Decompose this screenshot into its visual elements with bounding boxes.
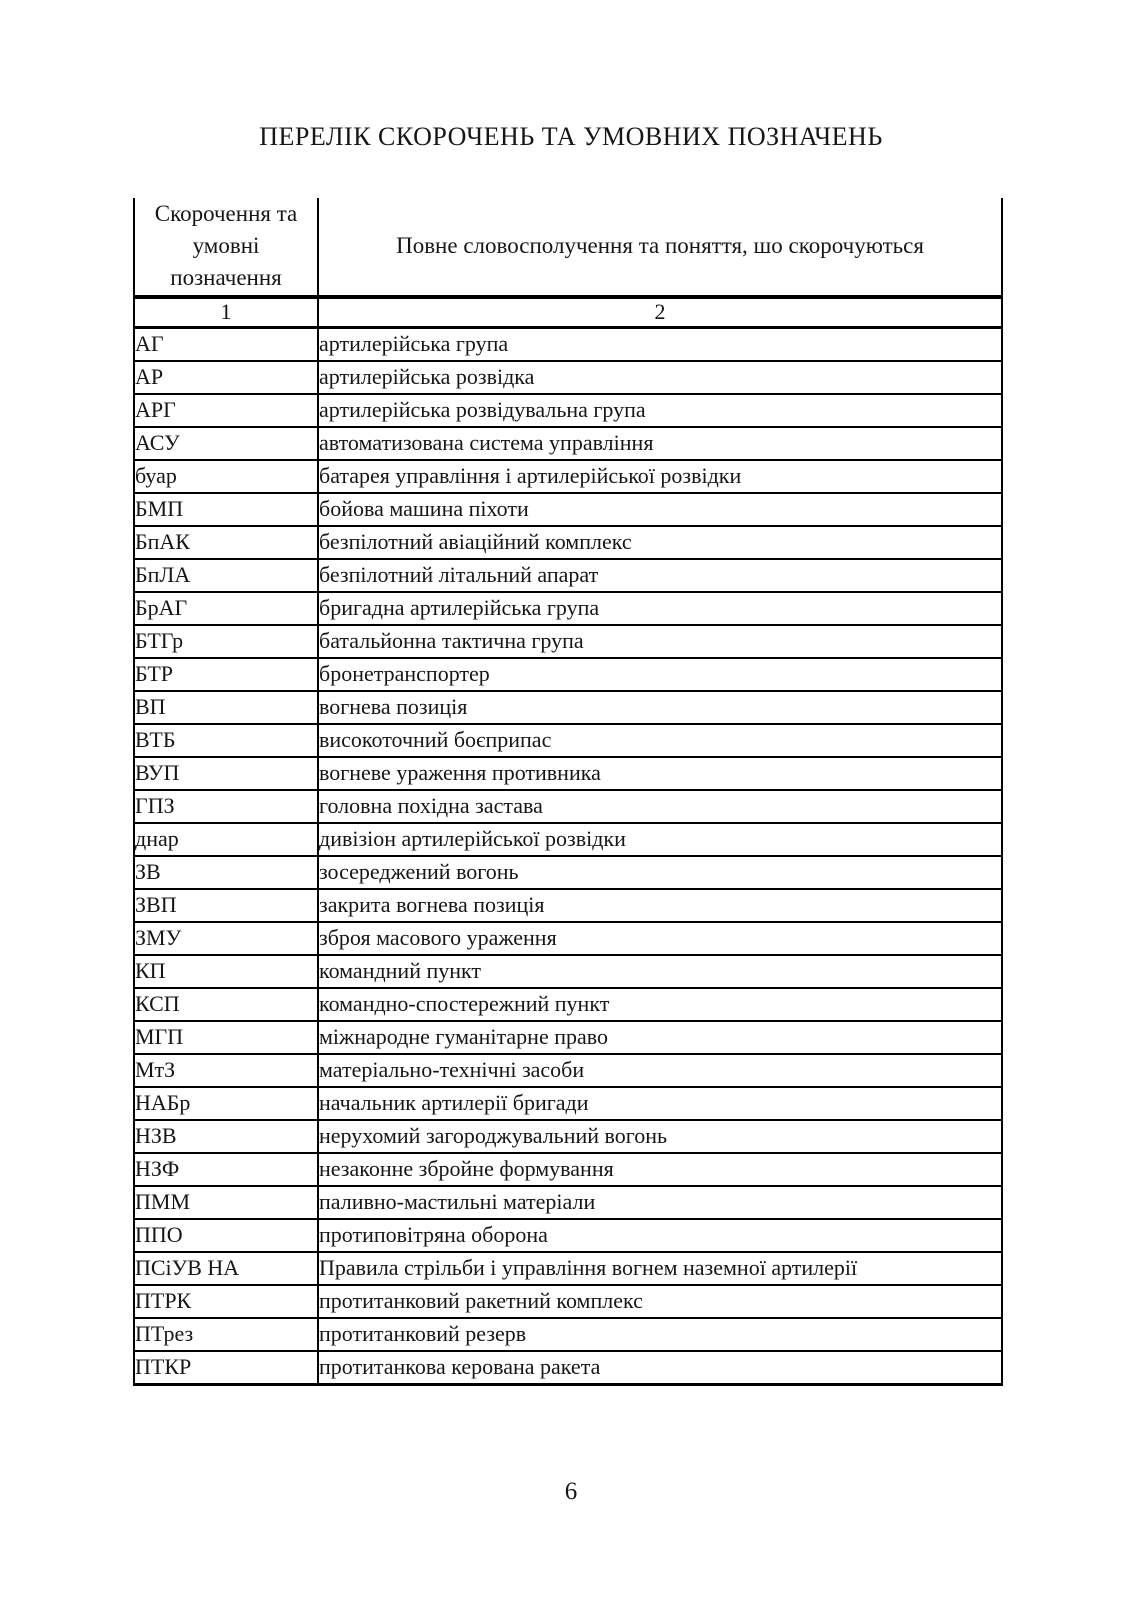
table-row [134,526,1002,559]
abbreviation-cell: БМП [134,493,318,526]
full-phrase-cell: бригадна артилерійська група [318,592,1002,625]
abbreviation-cell: КП [134,955,318,988]
table-row [134,790,1002,823]
table-row [134,361,1002,394]
table-row [134,922,1002,955]
abbreviation-cell: ПТрез [134,1318,318,1351]
table-row [134,559,1002,592]
table-row [134,1186,1002,1219]
table-row [134,1219,1002,1252]
table-row [134,460,1002,493]
abbreviation-table-body [134,327,1002,1384]
table-row [134,1120,1002,1153]
full-phrase-cell: бойова машина піхоти [318,493,1002,526]
abbreviation-cell: МтЗ [134,1054,318,1087]
table-row [134,724,1002,757]
abbreviation-cell: ВУП [134,757,318,790]
table-row [134,625,1002,658]
table-row [134,1153,1002,1186]
table-row [134,955,1002,988]
full-phrase-cell: безпілотний літальний апарат [318,559,1002,592]
table-row [134,1285,1002,1318]
abbreviation-cell: ПММ [134,1186,318,1219]
abbreviation-cell: ЗМУ [134,922,318,955]
full-phrase-cell: незаконне збройне формування [318,1153,1002,1186]
table-row [134,757,1002,790]
table-row [134,889,1002,922]
abbreviation-cell: МГП [134,1021,318,1054]
full-phrase-cell: матеріально-технічні засоби [318,1054,1002,1087]
abbreviation-cell: ППО [134,1219,318,1252]
full-phrase-cell: високоточний боєприпас [318,724,1002,757]
full-phrase-cell: зосереджений вогонь [318,856,1002,889]
col1-number: 1 [134,297,318,328]
full-phrase-cell: безпілотний авіаційний комплекс [318,526,1002,559]
table-row [134,427,1002,460]
full-phrase-cell: начальник артилерії бригади [318,1087,1002,1120]
full-phrase-cell: міжнародне гуманітарне право [318,1021,1002,1054]
column-number-row [134,297,1002,328]
abbreviation-cell: днар [134,823,318,856]
full-phrase-cell: батарея управління і артилерійської розвідки [318,460,1002,493]
abbreviation-cell: АР [134,361,318,394]
abbreviation-cell: КСП [134,988,318,1021]
full-phrase-cell: головна похідна застава [318,790,1002,823]
abbreviation-cell: БпАК [134,526,318,559]
abbreviation-cell: БрАГ [134,592,318,625]
full-phrase-cell: автоматизована система управління [318,427,1002,460]
abbreviation-cell: АСУ [134,427,318,460]
abbreviation-cell: БТГр [134,625,318,658]
full-phrase-cell: вогнева позиція [318,691,1002,724]
full-phrase-cell: протиповітряна оборона [318,1219,1002,1252]
table-row [134,1087,1002,1120]
table-row [134,394,1002,427]
table-row [134,592,1002,625]
page-title: ПЕРЕЛІК СКОРОЧЕНЬ ТА УМОВНИХ ПОЗНАЧЕНЬ [259,122,883,151]
abbreviation-cell: ВП [134,691,318,724]
abbreviation-cell: ВТБ [134,724,318,757]
abbreviation-cell: НАБр [134,1087,318,1120]
table-row [134,1021,1002,1054]
full-phrase-cell: артилерійська розвідка [318,361,1002,394]
col1-header: Скорочення та умовні позначення [134,198,318,297]
col2-number: 2 [318,297,1002,328]
abbreviation-cell: ГПЗ [134,790,318,823]
table-row [134,988,1002,1021]
table-header-row [134,198,1002,297]
full-phrase-cell: дивізіон артилерійської розвідки [318,823,1002,856]
table-row [134,1054,1002,1087]
abbreviation-cell: ПТКР [134,1351,318,1385]
abbreviation-cell: ЗВП [134,889,318,922]
table-row [134,1252,1002,1285]
full-phrase-cell: протитанкова керована ракета [318,1351,1002,1385]
abbreviation-cell: БпЛА [134,559,318,592]
full-phrase-cell: бронетранспортер [318,658,1002,691]
full-phrase-cell: закрита вогнева позиція [318,889,1002,922]
abbreviation-cell: АГ [134,327,318,361]
abbreviation-cell: буар [134,460,318,493]
table-row [134,493,1002,526]
abbreviation-cell: АРГ [134,394,318,427]
table-row [134,327,1002,361]
abbreviations-table [133,198,1003,1386]
abbreviation-cell: НЗФ [134,1153,318,1186]
full-phrase-cell: вогневе ураження противника [318,757,1002,790]
full-phrase-cell: протитанковий ракетний комплекс [318,1285,1002,1318]
full-phrase-cell: командний пункт [318,955,1002,988]
full-phrase-cell: зброя масового ураження [318,922,1002,955]
table-row [134,658,1002,691]
full-phrase-cell: паливно-мастильні матеріали [318,1186,1002,1219]
table-row [134,823,1002,856]
abbreviation-cell: ЗВ [134,856,318,889]
full-phrase-cell: Правила стрільби і управління вогнем наземної артилерії [318,1252,1002,1285]
abbreviation-cell: БТР [134,658,318,691]
abbreviation-cell: ПТРК [134,1285,318,1318]
table-row [134,691,1002,724]
col2-header: Повне словосполучення та поняття, шо скорочуються [318,198,1002,297]
abbreviation-cell: НЗВ [134,1120,318,1153]
table-row [134,1318,1002,1351]
abbreviation-cell: ПСіУВ НА [134,1252,318,1285]
table-row [134,1351,1002,1385]
table-row [134,856,1002,889]
full-phrase-cell: командно-спостережний пункт [318,988,1002,1021]
full-phrase-cell: нерухомий загороджувальний вогонь [318,1120,1002,1153]
full-phrase-cell: артилерійська розвідувальна група [318,394,1002,427]
full-phrase-cell: артилерійська група [318,327,1002,361]
full-phrase-cell: протитанковий резерв [318,1318,1002,1351]
full-phrase-cell: батальйонна тактична група [318,625,1002,658]
page-number: 6 [564,1478,578,1505]
